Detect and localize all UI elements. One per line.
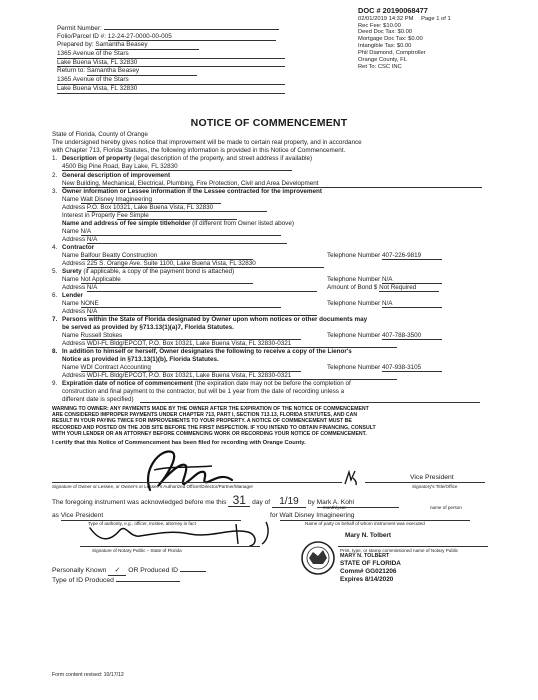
intro-line-1: The undersigned hereby gives notice that improvement will be made to certain real property, and in accordance — [52, 139, 362, 146]
item-8-heading: 8. In addition to himself or herself, Owner designates the following to receive a copy of the Lienor's — [52, 348, 352, 355]
lender-address-row: Address N/A — [62, 308, 317, 316]
return-address-1: 1365 Avenue of the Stars — [57, 76, 285, 85]
parcel-label: Folio/Parcel ID #: — [57, 32, 107, 40]
notary-commission-name: MARY N. TOLBERT — [340, 553, 390, 559]
deed-doc-tax: Deed Doc Tax: $0.00 — [358, 29, 413, 36]
notary-signature-line — [80, 546, 260, 547]
surety-address-row: Address N/A — [62, 284, 317, 292]
item-8-heading-2: Notice as provided in §713.13(1)(b), Florida Statutes. — [62, 356, 219, 363]
permit-label: Permit Number: — [57, 25, 102, 32]
item-9-line-3: different date is specified) — [62, 396, 134, 403]
designee-name-row: Name Russell Stokes — [62, 332, 301, 340]
warning-block — [52, 406, 492, 437]
title-caption: Signatory's Title/Office — [412, 484, 458, 489]
personally-known-checkmark: ✓ — [108, 567, 126, 576]
owner-address-row: Address P.O. Box 10321, Lake Buena Vista, FL 32830 — [62, 204, 267, 212]
doc-number: DOC # 20190068477 — [358, 6, 428, 15]
ack-party: Walt Disney Imagineering — [280, 512, 470, 521]
prepared-by-name: Samantha Beasey — [95, 41, 199, 50]
owner-interest-row: Interest in Property Fee Simple — [62, 212, 237, 220]
item-9-heading: 9. Expiration date of notice of commencement (the expiration date may not be before the completion of — [52, 380, 351, 387]
contractor-name-row: Name Balfour Beatty Construction — [62, 252, 253, 260]
warning-line-1: WARNING TO OWNER: ANY PAYMENTS MADE BY THE OWNER AFTER THE EXPIRATION OF THE NOTICE OF COMMENCEMENT — [52, 406, 369, 412]
document-title: NOTICE OF COMMENCEMENT — [190, 117, 348, 129]
warning-line-2: ARE CONSIDERED IMPROPER PAYMENTS UNDER CHAPTER 713, PART I, SECTION 713.13, FLORIDA STATUTES, AND CAN — [52, 412, 358, 419]
id-type-field — [116, 576, 180, 582]
authority-caption: Type of authority, e.g., officer, trustee, attorney in fact — [88, 521, 196, 526]
lender-name-row: Name NONE — [62, 300, 281, 308]
certification-text: I certify that this Notice of Commencement has been filed for recording with Orange County. — [52, 440, 306, 446]
titleholder-heading: Name and address of fee simple titleholder (if different from Owner listed above) — [62, 220, 294, 227]
party-caption: Name of party on behalf of whom instrument was executed — [305, 521, 425, 526]
item-6-heading: 6. Lender — [52, 292, 83, 299]
permit-number-field — [104, 24, 279, 30]
warning-line-5: WITH YOUR LENDER OR AN ATTORNEY BEFORE COMMENCING WORK OR RECORDING YOUR NOTICE OF COMMENCEMENT. — [52, 430, 367, 437]
notary-commission-number: Comm# GG021206 — [340, 567, 397, 575]
return-to-name: Samantha Beasey — [87, 67, 197, 76]
item-3-heading: 3. Owner information or Lessee information if the Lessee contracted for the improvement — [52, 188, 322, 195]
form-revision: Form content revised: 10/17/12 — [52, 672, 124, 678]
ack-person: Mark A. Kohl — [317, 499, 399, 508]
return-address-2: Lake Buena Vista, FL 32830 — [57, 85, 285, 94]
signature-line — [52, 482, 342, 483]
notary-state: STATE OF FLORIDA — [340, 559, 401, 567]
signer-title: Vice President — [410, 474, 454, 481]
notary-name-caption: Print, type, or stamp commissioned name of Notary Public — [340, 548, 459, 553]
notary-stamp-text — [340, 553, 401, 584]
title-line — [365, 482, 485, 483]
id-type-row: Type of ID Produced — [52, 576, 180, 585]
prepared-label: Prepared by: — [57, 41, 94, 49]
titleholder-name-row: Name N/A — [62, 228, 281, 236]
item-2-heading: 2. General description of improvement — [52, 172, 171, 179]
lienor-copy-phone-row: Telephone Number 407-938-3105 — [327, 364, 442, 372]
lender-phone-row: Telephone Number N/A — [327, 300, 442, 308]
rec-fee: Rec Fee: $10.00 — [358, 22, 401, 29]
item-9-line-2: construction and final payment to the contractor, but will be 1 year from the date of recording unless a — [62, 388, 345, 395]
notary-seal — [300, 540, 336, 576]
notary-expiration: Expires 8/14/2020 — [340, 575, 394, 583]
notary-name-line — [338, 546, 488, 547]
page-count: Page 1 of 1 — [421, 15, 451, 22]
item-1-heading: 1. Description of property (legal description of the property, and street address if available) — [52, 155, 313, 162]
notary-printed-name: Mary N. Tolbert — [345, 532, 392, 539]
property-description: 4500 Big Pine Road, Bay Lake, FL 32830 — [62, 163, 292, 171]
improvement-description: New Building, Mechanical, Electrical, Plumbing, Fire Protection, Civil and Area Development — [62, 180, 482, 188]
month-caption: month/year — [323, 505, 346, 510]
designee-address-row: Address WDI-FL Bldg/EPCOT, P.O. Box 10321, Lake Buena Vista, FL 32830-0321 — [62, 340, 397, 348]
surety-phone-row: Telephone Number N/A — [327, 276, 442, 284]
prepared-address-1: 1365 Avenue of the Stars — [57, 50, 285, 59]
record-date: 02/01/2019 14:32 PM — [358, 15, 414, 22]
item-7-heading-2: be served as provided by §713.13(1)(a)7, Florida Statutes. — [62, 324, 234, 331]
ack-for-row: for Walt Disney Imagineering — [270, 512, 470, 521]
intro-line-2: with Chapter 713, Florida Statutes, the following information is provided in this Notice of Commencement. — [52, 147, 346, 154]
mortgage-doc-tax: Mortgage Doc Tax: $0.00 — [358, 36, 423, 43]
acknowledgement-row: The foregoing instrument was acknowledged before me this 31 day of 1/19 by Mark A. Kohl — [52, 494, 399, 508]
comptroller: Phil Diamond, Comptroller — [358, 49, 426, 56]
item-5-heading: 5. Surety (if applicable, a copy of the payment bond is attached) — [52, 268, 235, 275]
ack-authority: Vice President — [61, 512, 241, 521]
notary-signature-caption: Signature of Notary Public – State of Florida — [92, 548, 182, 553]
item-4-heading: 4. Contractor — [52, 244, 95, 251]
initials-mark — [342, 468, 360, 488]
ack-month: 1/19 — [272, 497, 306, 508]
person-caption: name of person — [430, 505, 462, 510]
warning-line-4: RECORDED AND POSTED ON THE JOB SITE BEFORE THE FIRST INSPECTION. IF YOU INTEND TO OBTAIN FINANCING, CONSULT — [52, 424, 376, 431]
ack-day: 31 — [228, 494, 250, 507]
intro-state: State of Florida, County of Orange — [52, 131, 148, 138]
owner-name-row: Name Walt Disney Imagineering — [62, 196, 221, 204]
designee-phone-row: Telephone Number 407-788-3500 — [327, 332, 442, 340]
contractor-address-row: Address 225 S. Orange Ave. Suite 1100, Lake Buena Vista, FL 32830 — [62, 260, 324, 268]
lienor-copy-address-row: Address WDI-FL Bldg/EPCOT, P.O. Box 10321, Lake Buena Vista, FL 32830-0321 — [62, 372, 397, 380]
produced-id-field — [180, 566, 206, 572]
recording-stamp — [358, 7, 528, 70]
contractor-phone-row: Telephone Number 407-226-9819 — [327, 252, 442, 260]
county: Orange County, FL — [358, 56, 407, 63]
parcel-id-value: 12-24-27-0000-00-005 — [108, 33, 276, 42]
return-to-stamp: Ret To: CSC INC — [358, 63, 402, 70]
lienor-copy-name-row: Name WDI Contract Accounting — [62, 364, 301, 372]
personally-known-row: Personally Known ✓ OR Produced ID — [52, 566, 206, 576]
titleholder-address-row: Address N/A — [62, 236, 287, 244]
intangible-tax: Intangible Tax: $0.00 — [358, 43, 412, 50]
warning-line-3: RESULT IN YOUR PAYING TWICE FOR IMPROVEMENTS TO YOUR PROPERTY. A NOTICE OF COMMENCEMENT MUST BE — [52, 418, 352, 425]
signature-caption: Signature of Owner or Lessee, or Owner's or Lessee's Authorized Officer/Director/Partner/Manager — [52, 484, 254, 489]
prepared-address-2: Lake Buena Vista, FL 32830 — [57, 59, 285, 68]
header-block — [57, 24, 287, 94]
surety-name-row: Name Not Applicable — [62, 276, 253, 284]
surety-bond-row: Amount of Bond $ Not Required — [327, 284, 439, 292]
expiration-date-field — [140, 402, 480, 403]
item-7-heading: 7. Persons within the State of Florida designated by Owner upon whom notices or other documents may — [52, 316, 368, 323]
return-label: Return to: — [57, 67, 86, 75]
ack-as-row: as Vice President — [52, 512, 241, 521]
